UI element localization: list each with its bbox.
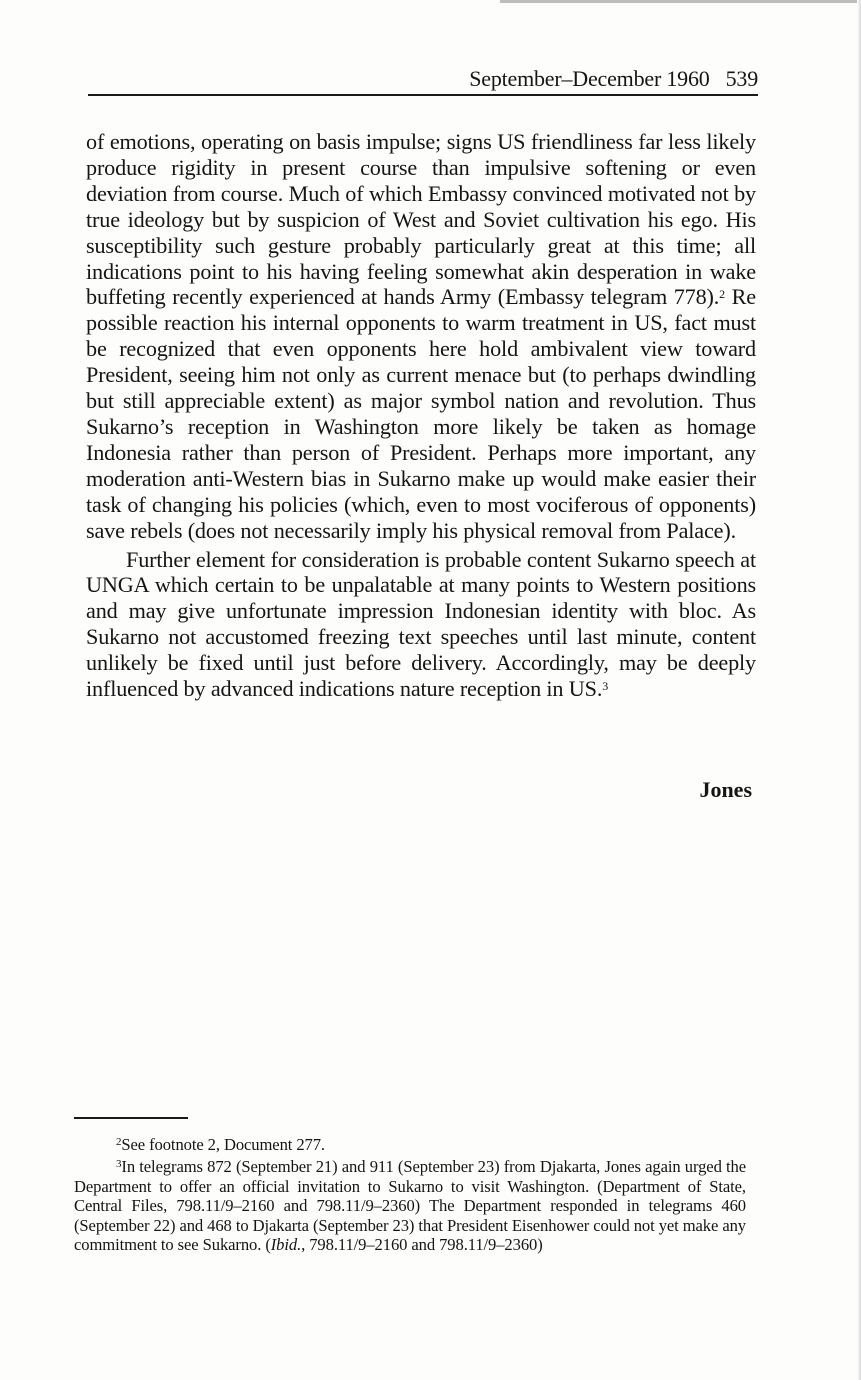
- paragraph-1: [86, 129, 756, 544]
- page-number: 539: [725, 66, 758, 91]
- footnote-3-text-part-1: In telegrams 872 (September 21) and 911 (September 23) from Djakarta, Jones again urged the Department to offer an official invitation to Sukarno to visit Washington. (Department of State, Central Files, 798.11/9–2160 and 798.11/9–2360) The Department responded in telegrams 460 (September 22) and 468 to Djakarta (September 23) that President Eisenhower could not yet make any commitment to see Sukarno. (: [74, 1157, 746, 1255]
- paragraph-1-part-1: of emotions, operating on basis impulse; signs US friendliness far less likely produce rigidity in present course than impulsive softening or even deviation from course. Much of which Embassy convinced motivated not by true ideology but by suspicion of West and Soviet cultivation his ego. His susceptibility such gesture probably particularly great at this time; all indications point to his having feeling somewhat akin desperation in wake buffeting recently experienced at hands Army (Embassy telegram 778).: [86, 129, 756, 310]
- body-text: [86, 129, 756, 702]
- signature: Jones: [699, 777, 752, 802]
- page-edge-top: [500, 0, 861, 3]
- footnote-3-number: 3: [116, 1158, 122, 1171]
- footnote-rule: [74, 1117, 188, 1119]
- running-head-title: September–December 1960: [469, 66, 710, 91]
- footnote-2-number: 2: [116, 1136, 122, 1148]
- footnote-3: [74, 1157, 746, 1254]
- footnotes: [74, 1135, 746, 1254]
- paragraph-2-text: Further element for consideration is probable content Sukarno speech at UNGA which certain to be unpalatable at many points to Western positions and may give unfortunate impression Indonesian identity with bloc. As Sukarno not accustomed freezing text speeches until last minute, content unlikely be fixed until just before delivery. Accordingly, may be deeply influenced by advanced indications nature reception in US.: [86, 546, 756, 702]
- page-edge-right: [857, 0, 861, 1380]
- paragraph-2: [86, 547, 756, 702]
- footnote-2-text: See footnote 2, Document 277.: [121, 1135, 325, 1154]
- footnote-3-text-part-2: , 798.11/9–2160 and 798.11/9–2360): [301, 1235, 543, 1255]
- footnote-2: [74, 1135, 746, 1154]
- running-head: [88, 64, 758, 94]
- footnote-ref-2: 2: [719, 287, 726, 302]
- header-rule: [88, 94, 758, 96]
- paragraph-1-part-2: Re possible reaction his internal opponents to warm treatment in US, fact must be recognized that even opponents here hold ambivalent view toward President, seeing him not only as current menace but (to perhaps dwindling but still appreciable extent) as major symbol nation and revolution. Thus Sukarno’s reception in Washington more likely be taken as homage Indonesia rather than person of President. Perhaps more important, any moderation anti-Western bias in Sukarno make up would make easier their task of changing his policies (which, even to most vociferous of opponents) save rebels (does not necessarily imply his physical removal from Palace).: [86, 284, 756, 543]
- footnote-3-ibid: Ibid.: [270, 1235, 302, 1255]
- footnote-ref-3: 3: [602, 679, 609, 694]
